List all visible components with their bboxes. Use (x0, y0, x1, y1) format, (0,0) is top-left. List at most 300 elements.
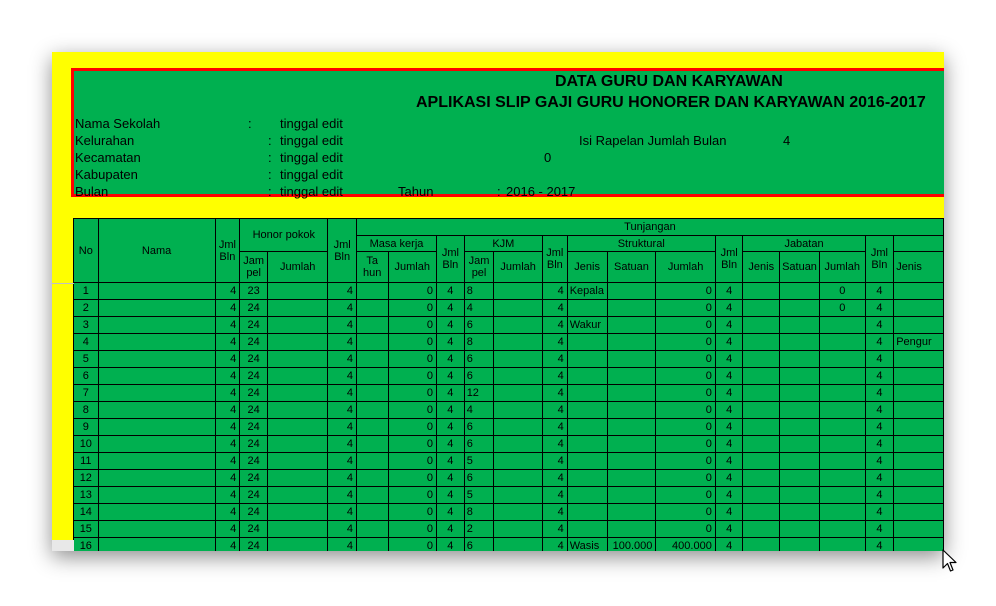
cell-jml-bln[interactable]: 4 (865, 521, 894, 538)
cell-jml-bln[interactable]: 4 (437, 351, 465, 368)
cell-jabatan-jumlah[interactable] (819, 334, 865, 351)
cell-jabatan-jenis[interactable] (743, 538, 780, 552)
cell-struktural-jumlah[interactable]: 0 (656, 521, 715, 538)
cell-struktural-jumlah[interactable]: 0 (656, 487, 715, 504)
cell-struktural-satuan[interactable] (607, 351, 656, 368)
cell-jml-bln[interactable]: 4 (328, 538, 357, 552)
cell-jml-bln[interactable]: 4 (542, 300, 567, 317)
cell-jenis[interactable] (894, 368, 944, 385)
cell-kjm-jumlah[interactable] (494, 419, 543, 436)
cell-jml-bln[interactable]: 4 (542, 419, 567, 436)
cell-nama[interactable] (98, 351, 215, 368)
cell-jml-bln[interactable]: 4 (328, 419, 357, 436)
cell-kjm-jam[interactable]: 6 (464, 419, 494, 436)
cell-masa-kerja-jumlah[interactable]: 0 (388, 334, 437, 351)
cell-masa-kerja-jumlah[interactable]: 0 (388, 402, 437, 419)
cell-jml-bln[interactable]: 4 (215, 470, 240, 487)
cell-jml-bln[interactable]: 4 (865, 385, 894, 402)
cell-jabatan-jumlah[interactable] (819, 419, 865, 436)
cell-jml-bln[interactable]: 4 (437, 283, 465, 300)
cell-nama[interactable] (98, 402, 215, 419)
cell-struktural-jumlah[interactable]: 0 (656, 470, 715, 487)
cell-kjm-jam[interactable]: 8 (464, 283, 494, 300)
cell-jml-bln[interactable]: 4 (437, 368, 465, 385)
cell-tahun[interactable] (356, 300, 388, 317)
cell-tahun[interactable] (356, 436, 388, 453)
cell-jml-bln[interactable]: 4 (215, 487, 240, 504)
cell-jenis[interactable] (894, 487, 944, 504)
cell-struktural-jumlah[interactable]: 0 (656, 402, 715, 419)
cell-masa-kerja-jumlah[interactable]: 0 (388, 317, 437, 334)
cell-struktural-jumlah[interactable]: 0 (656, 283, 715, 300)
cell-jenis[interactable] (894, 436, 944, 453)
cell-kjm-jam[interactable]: 5 (464, 453, 494, 470)
cell-struktural-jenis[interactable]: Wakur (567, 317, 607, 334)
cell-struktural-jenis[interactable] (567, 351, 607, 368)
cell-jabatan-jumlah[interactable] (819, 487, 865, 504)
cell-jabatan-jumlah[interactable] (819, 504, 865, 521)
cell-jenis[interactable] (894, 538, 944, 552)
cell-tahun[interactable] (356, 368, 388, 385)
cell-struktural-satuan[interactable] (607, 470, 656, 487)
cell-jml-bln[interactable]: 4 (328, 521, 357, 538)
cell-jml-bln[interactable]: 4 (715, 487, 743, 504)
cell-no[interactable]: 4 (74, 334, 99, 351)
cell-struktural-jumlah[interactable]: 0 (656, 317, 715, 334)
cell-jabatan-jumlah[interactable] (819, 470, 865, 487)
cell-jml-bln[interactable]: 4 (715, 521, 743, 538)
cell-jabatan-satuan[interactable] (780, 419, 820, 436)
cell-struktural-satuan[interactable] (607, 419, 656, 436)
cell-honor-jumlah[interactable] (268, 419, 328, 436)
cell-jabatan-jenis[interactable] (743, 487, 780, 504)
cell-jabatan-satuan[interactable] (780, 283, 820, 300)
cell-jml-bln[interactable]: 4 (215, 521, 240, 538)
cell-jml-bln[interactable]: 4 (542, 283, 567, 300)
cell-jml-bln[interactable]: 4 (865, 317, 894, 334)
cell-struktural-satuan[interactable]: 100.000 (607, 538, 656, 552)
cell-struktural-jenis[interactable] (567, 521, 607, 538)
cell-kjm-jumlah[interactable] (494, 504, 543, 521)
cell-jml-bln[interactable]: 4 (715, 368, 743, 385)
cell-tahun[interactable] (356, 487, 388, 504)
cell-jenis[interactable] (894, 504, 944, 521)
cell-kjm-jam[interactable]: 8 (464, 504, 494, 521)
cell-struktural-satuan[interactable] (607, 453, 656, 470)
cell-masa-kerja-jumlah[interactable]: 0 (388, 368, 437, 385)
cell-kjm-jumlah[interactable] (494, 453, 543, 470)
cell-jml-bln[interactable]: 4 (865, 300, 894, 317)
cell-jabatan-satuan[interactable] (780, 300, 820, 317)
cell-jam-pel[interactable]: 24 (240, 419, 268, 436)
cell-struktural-satuan[interactable] (607, 334, 656, 351)
cell-struktural-satuan[interactable] (607, 521, 656, 538)
cell-honor-jumlah[interactable] (268, 538, 328, 552)
cell-jabatan-jenis[interactable] (743, 436, 780, 453)
cell-jml-bln[interactable]: 4 (865, 504, 894, 521)
cell-masa-kerja-jumlah[interactable]: 0 (388, 419, 437, 436)
cell-jml-bln[interactable]: 4 (542, 368, 567, 385)
cell-tahun[interactable] (356, 419, 388, 436)
cell-jabatan-jumlah[interactable]: 0 (819, 283, 865, 300)
cell-jenis[interactable] (894, 402, 944, 419)
cell-honor-jumlah[interactable] (268, 453, 328, 470)
cell-jml-bln[interactable]: 4 (865, 368, 894, 385)
cell-jml-bln[interactable]: 4 (542, 436, 567, 453)
cell-jml-bln[interactable]: 4 (865, 402, 894, 419)
cell-jabatan-jumlah[interactable] (819, 521, 865, 538)
cell-jabatan-jenis[interactable] (743, 470, 780, 487)
cell-jenis[interactable] (894, 521, 944, 538)
cell-struktural-jumlah[interactable]: 0 (656, 504, 715, 521)
cell-tahun[interactable] (356, 385, 388, 402)
cell-jabatan-jenis[interactable] (743, 504, 780, 521)
cell-jml-bln[interactable]: 4 (328, 385, 357, 402)
cell-struktural-jenis[interactable] (567, 419, 607, 436)
cell-jml-bln[interactable]: 4 (715, 419, 743, 436)
cell-jabatan-jumlah[interactable] (819, 351, 865, 368)
cell-jenis[interactable] (894, 470, 944, 487)
cell-masa-kerja-jumlah[interactable]: 0 (388, 538, 437, 552)
cell-jml-bln[interactable]: 4 (215, 385, 240, 402)
cell-jml-bln[interactable]: 4 (715, 470, 743, 487)
cell-honor-jumlah[interactable] (268, 402, 328, 419)
cell-jam-pel[interactable]: 24 (240, 317, 268, 334)
cell-nama[interactable] (98, 436, 215, 453)
cell-jenis[interactable] (894, 351, 944, 368)
cell-jml-bln[interactable]: 4 (437, 419, 465, 436)
cell-jam-pel[interactable]: 24 (240, 453, 268, 470)
cell-jml-bln[interactable]: 4 (215, 402, 240, 419)
cell-jml-bln[interactable]: 4 (437, 317, 465, 334)
cell-kjm-jam[interactable]: 6 (464, 436, 494, 453)
cell-struktural-jenis[interactable] (567, 504, 607, 521)
cell-struktural-jenis[interactable] (567, 300, 607, 317)
cell-masa-kerja-jumlah[interactable]: 0 (388, 351, 437, 368)
cell-kjm-jumlah[interactable] (494, 521, 543, 538)
cell-struktural-jenis[interactable] (567, 453, 607, 470)
cell-no[interactable]: 1 (74, 283, 99, 300)
cell-kjm-jumlah[interactable] (494, 351, 543, 368)
cell-honor-jumlah[interactable] (268, 351, 328, 368)
cell-jabatan-satuan[interactable] (780, 504, 820, 521)
cell-tahun[interactable] (356, 283, 388, 300)
cell-jml-bln[interactable]: 4 (215, 283, 240, 300)
cell-struktural-jumlah[interactable]: 400.000 (656, 538, 715, 552)
cell-jenis[interactable] (894, 385, 944, 402)
cell-jml-bln[interactable]: 4 (437, 453, 465, 470)
cell-honor-jumlah[interactable] (268, 487, 328, 504)
cell-masa-kerja-jumlah[interactable]: 0 (388, 453, 437, 470)
cell-jabatan-jenis[interactable] (743, 334, 780, 351)
cell-nama[interactable] (98, 419, 215, 436)
cell-jml-bln[interactable]: 4 (328, 504, 357, 521)
cell-masa-kerja-jumlah[interactable]: 0 (388, 521, 437, 538)
cell-jenis[interactable] (894, 453, 944, 470)
cell-jabatan-satuan[interactable] (780, 402, 820, 419)
cell-struktural-jumlah[interactable]: 0 (656, 453, 715, 470)
cell-jml-bln[interactable]: 4 (328, 368, 357, 385)
cell-honor-jumlah[interactable] (268, 283, 328, 300)
cell-jabatan-jenis[interactable] (743, 521, 780, 538)
cell-no[interactable]: 9 (74, 419, 99, 436)
cell-tahun[interactable] (356, 504, 388, 521)
cell-tahun[interactable] (356, 351, 388, 368)
cell-jml-bln[interactable]: 4 (437, 402, 465, 419)
cell-jabatan-satuan[interactable] (780, 487, 820, 504)
cell-jabatan-jumlah[interactable] (819, 436, 865, 453)
cell-honor-jumlah[interactable] (268, 436, 328, 453)
cell-tahun[interactable] (356, 538, 388, 552)
cell-jabatan-jumlah[interactable] (819, 385, 865, 402)
cell-jabatan-jumlah[interactable] (819, 538, 865, 552)
cell-nama[interactable] (98, 521, 215, 538)
cell-jml-bln[interactable]: 4 (215, 419, 240, 436)
cell-nama[interactable] (98, 487, 215, 504)
cell-jam-pel[interactable]: 24 (240, 334, 268, 351)
cell-struktural-satuan[interactable] (607, 368, 656, 385)
cell-jabatan-satuan[interactable] (780, 538, 820, 552)
cell-jabatan-jenis[interactable] (743, 453, 780, 470)
cell-struktural-jenis[interactable] (567, 487, 607, 504)
cell-jabatan-satuan[interactable] (780, 368, 820, 385)
cell-struktural-jumlah[interactable]: 0 (656, 334, 715, 351)
cell-masa-kerja-jumlah[interactable]: 0 (388, 436, 437, 453)
cell-jml-bln[interactable]: 4 (437, 334, 465, 351)
cell-jml-bln[interactable]: 4 (328, 402, 357, 419)
cell-jam-pel[interactable]: 24 (240, 402, 268, 419)
cell-nama[interactable] (98, 317, 215, 334)
cell-struktural-satuan[interactable] (607, 300, 656, 317)
cell-jabatan-satuan[interactable] (780, 385, 820, 402)
cell-kjm-jam[interactable]: 6 (464, 351, 494, 368)
cell-nama[interactable] (98, 385, 215, 402)
cell-jenis[interactable] (894, 419, 944, 436)
cell-jabatan-jumlah[interactable] (819, 402, 865, 419)
cell-honor-jumlah[interactable] (268, 317, 328, 334)
cell-masa-kerja-jumlah[interactable]: 0 (388, 300, 437, 317)
cell-struktural-jenis[interactable] (567, 334, 607, 351)
cell-jenis[interactable] (894, 283, 944, 300)
cell-kjm-jumlah[interactable] (494, 368, 543, 385)
cell-struktural-satuan[interactable] (607, 504, 656, 521)
cell-struktural-jumlah[interactable]: 0 (656, 436, 715, 453)
cell-jml-bln[interactable]: 4 (865, 538, 894, 552)
cell-masa-kerja-jumlah[interactable]: 0 (388, 283, 437, 300)
field-value-kabupaten[interactable]: tinggal edit (280, 167, 343, 182)
field-value-kecamatan[interactable]: tinggal edit (280, 150, 343, 165)
cell-jml-bln[interactable]: 4 (865, 453, 894, 470)
cell-jml-bln[interactable]: 4 (865, 487, 894, 504)
cell-jam-pel[interactable]: 24 (240, 521, 268, 538)
cell-jabatan-satuan[interactable] (780, 453, 820, 470)
cell-kjm-jam[interactable]: 6 (464, 368, 494, 385)
cell-no[interactable]: 6 (74, 368, 99, 385)
cell-jabatan-satuan[interactable] (780, 351, 820, 368)
cell-no[interactable]: 16 (74, 538, 99, 552)
cell-nama[interactable] (98, 283, 215, 300)
cell-jml-bln[interactable]: 4 (437, 470, 465, 487)
cell-jam-pel[interactable]: 24 (240, 538, 268, 552)
cell-honor-jumlah[interactable] (268, 470, 328, 487)
cell-jam-pel[interactable]: 24 (240, 368, 268, 385)
cell-jenis[interactable] (894, 300, 944, 317)
cell-jml-bln[interactable]: 4 (328, 317, 357, 334)
cell-struktural-satuan[interactable] (607, 436, 656, 453)
cell-kjm-jumlah[interactable] (494, 402, 543, 419)
cell-kjm-jumlah[interactable] (494, 487, 543, 504)
cell-kjm-jumlah[interactable] (494, 283, 543, 300)
cell-jabatan-jenis[interactable] (743, 283, 780, 300)
cell-jabatan-satuan[interactable] (780, 436, 820, 453)
cell-kjm-jam[interactable]: 12 (464, 385, 494, 402)
cell-jml-bln[interactable]: 4 (328, 283, 357, 300)
cell-masa-kerja-jumlah[interactable]: 0 (388, 385, 437, 402)
cell-jml-bln[interactable]: 4 (328, 436, 357, 453)
cell-jml-bln[interactable]: 4 (215, 453, 240, 470)
cell-kjm-jumlah[interactable] (494, 470, 543, 487)
cell-nama[interactable] (98, 538, 215, 552)
cell-jml-bln[interactable]: 4 (715, 538, 743, 552)
cell-nama[interactable] (98, 453, 215, 470)
cell-struktural-satuan[interactable] (607, 402, 656, 419)
tahun-value[interactable]: 2016 - 2017 (506, 184, 576, 199)
cell-kjm-jumlah[interactable] (494, 334, 543, 351)
cell-honor-jumlah[interactable] (268, 504, 328, 521)
cell-kjm-jumlah[interactable] (494, 385, 543, 402)
cell-jml-bln[interactable]: 4 (542, 317, 567, 334)
cell-jml-bln[interactable]: 4 (437, 504, 465, 521)
cell-struktural-satuan[interactable] (607, 487, 656, 504)
cell-jml-bln[interactable]: 4 (542, 453, 567, 470)
cell-jabatan-satuan[interactable] (780, 317, 820, 334)
cell-honor-jumlah[interactable] (268, 334, 328, 351)
cell-jam-pel[interactable]: 24 (240, 487, 268, 504)
cell-masa-kerja-jumlah[interactable]: 0 (388, 470, 437, 487)
cell-jml-bln[interactable]: 4 (328, 487, 357, 504)
cell-no[interactable]: 15 (74, 521, 99, 538)
cell-struktural-jenis[interactable] (567, 368, 607, 385)
cell-kjm-jumlah[interactable] (494, 300, 543, 317)
cell-struktural-satuan[interactable] (607, 317, 656, 334)
cell-no[interactable]: 10 (74, 436, 99, 453)
cell-jml-bln[interactable]: 4 (215, 317, 240, 334)
cell-jabatan-jenis[interactable] (743, 402, 780, 419)
cell-jabatan-satuan[interactable] (780, 521, 820, 538)
cell-no[interactable]: 13 (74, 487, 99, 504)
cell-masa-kerja-jumlah[interactable]: 0 (388, 487, 437, 504)
cell-jml-bln[interactable]: 4 (542, 521, 567, 538)
cell-no[interactable]: 14 (74, 504, 99, 521)
cell-jml-bln[interactable]: 4 (542, 351, 567, 368)
cell-jml-bln[interactable]: 4 (542, 334, 567, 351)
cell-tahun[interactable] (356, 521, 388, 538)
cell-jml-bln[interactable]: 4 (542, 538, 567, 552)
cell-jabatan-jenis[interactable] (743, 351, 780, 368)
cell-no[interactable]: 5 (74, 351, 99, 368)
cell-jml-bln[interactable]: 4 (715, 402, 743, 419)
cell-jml-bln[interactable]: 4 (437, 436, 465, 453)
cell-jml-bln[interactable]: 4 (215, 334, 240, 351)
cell-jam-pel[interactable]: 24 (240, 470, 268, 487)
cell-jml-bln[interactable]: 4 (865, 470, 894, 487)
cell-jml-bln[interactable]: 4 (715, 300, 743, 317)
cell-jabatan-jumlah[interactable] (819, 453, 865, 470)
cell-struktural-jumlah[interactable]: 0 (656, 419, 715, 436)
cell-jml-bln[interactable]: 4 (437, 487, 465, 504)
cell-honor-jumlah[interactable] (268, 521, 328, 538)
cell-jabatan-jenis[interactable] (743, 317, 780, 334)
cell-jenis[interactable] (894, 317, 944, 334)
cell-jml-bln[interactable]: 4 (715, 385, 743, 402)
cell-struktural-jenis[interactable]: Wasis (567, 538, 607, 552)
cell-jabatan-satuan[interactable] (780, 334, 820, 351)
cell-nama[interactable] (98, 368, 215, 385)
cell-jml-bln[interactable]: 4 (865, 351, 894, 368)
cell-no[interactable]: 8 (74, 402, 99, 419)
field-value-nama-sekolah[interactable]: tinggal edit (280, 116, 343, 131)
cell-no[interactable]: 7 (74, 385, 99, 402)
cell-struktural-satuan[interactable] (607, 283, 656, 300)
cell-jml-bln[interactable]: 4 (437, 300, 465, 317)
cell-struktural-jenis[interactable] (567, 385, 607, 402)
cell-honor-jumlah[interactable] (268, 385, 328, 402)
cell-jabatan-jenis[interactable] (743, 419, 780, 436)
cell-struktural-jenis[interactable] (567, 470, 607, 487)
cell-no[interactable]: 3 (74, 317, 99, 334)
cell-kjm-jam[interactable]: 5 (464, 487, 494, 504)
cell-tahun[interactable] (356, 334, 388, 351)
cell-struktural-satuan[interactable] (607, 385, 656, 402)
cell-struktural-jumlah[interactable]: 0 (656, 385, 715, 402)
cell-honor-jumlah[interactable] (268, 368, 328, 385)
cell-jml-bln[interactable]: 4 (715, 436, 743, 453)
cell-masa-kerja-jumlah[interactable]: 0 (388, 504, 437, 521)
cell-jml-bln[interactable]: 4 (542, 385, 567, 402)
cell-kjm-jam[interactable]: 8 (464, 334, 494, 351)
cell-jml-bln[interactable]: 4 (215, 504, 240, 521)
cell-jml-bln[interactable]: 4 (215, 436, 240, 453)
cell-tahun[interactable] (356, 453, 388, 470)
cell-jml-bln[interactable]: 4 (542, 487, 567, 504)
cell-jml-bln[interactable]: 4 (865, 436, 894, 453)
cell-nama[interactable] (98, 504, 215, 521)
cell-kjm-jam[interactable]: 4 (464, 402, 494, 419)
cell-kjm-jumlah[interactable] (494, 538, 543, 552)
cell-no[interactable]: 11 (74, 453, 99, 470)
cell-jml-bln[interactable]: 4 (328, 453, 357, 470)
cell-jam-pel[interactable]: 24 (240, 300, 268, 317)
cell-jml-bln[interactable]: 4 (437, 385, 465, 402)
cell-struktural-jenis[interactable]: Kepala (567, 283, 607, 300)
field-value-bulan[interactable]: tinggal edit (280, 184, 343, 199)
cell-jml-bln[interactable]: 4 (715, 351, 743, 368)
cell-jml-bln[interactable]: 4 (328, 334, 357, 351)
cell-jml-bln[interactable]: 4 (715, 334, 743, 351)
cell-jml-bln[interactable]: 4 (215, 538, 240, 552)
cell-jabatan-satuan[interactable] (780, 470, 820, 487)
rapelan-value[interactable]: 4 (783, 133, 791, 148)
cell-jml-bln[interactable]: 4 (865, 334, 894, 351)
cell-struktural-jenis[interactable] (567, 436, 607, 453)
cell-nama[interactable] (98, 300, 215, 317)
cell-jam-pel[interactable]: 24 (240, 385, 268, 402)
cell-jml-bln[interactable]: 4 (542, 402, 567, 419)
cell-jam-pel[interactable]: 23 (240, 283, 268, 300)
cell-jenis[interactable]: Pengur (894, 334, 944, 351)
cell-jml-bln[interactable]: 4 (215, 300, 240, 317)
cell-jml-bln[interactable]: 4 (215, 351, 240, 368)
